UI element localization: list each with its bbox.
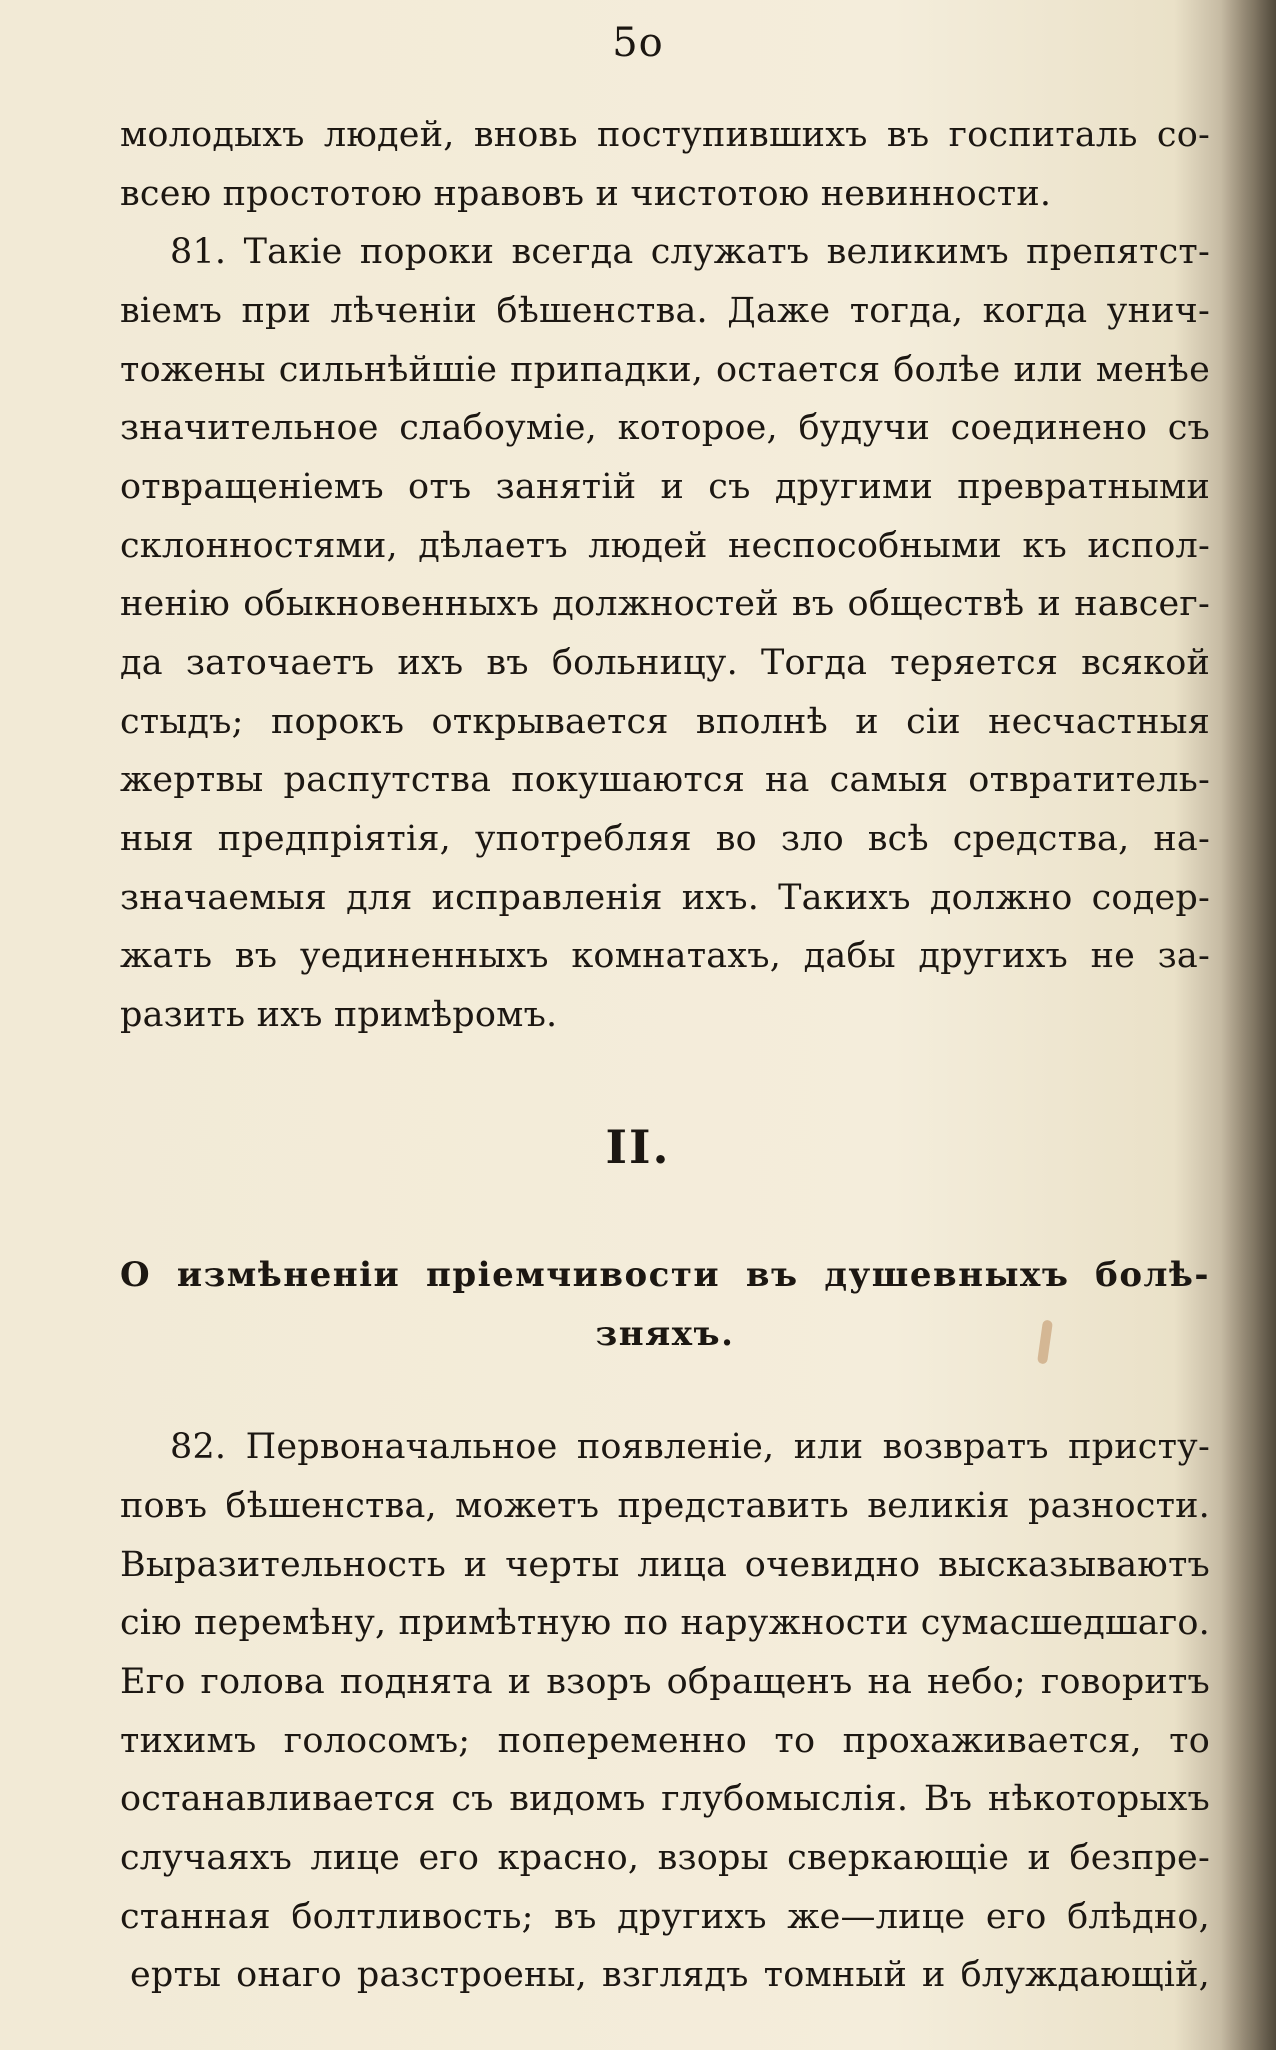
paragraph-82-line: ерты онаго разстроены, взглядъ томный и блуждающій,: [130, 1955, 1210, 1995]
paragraph-81-line: да заточаетъ ихъ въ больницу. Тогда теряется всякой: [120, 643, 1210, 683]
paragraph-82-line: Его голова поднята и взоръ обращенъ на небо; говоритъ: [120, 1662, 1210, 1702]
paragraph-81-line: значительное слабоуміе, которое, будучи соединено съ: [120, 408, 1210, 448]
paragraph-81-line: жертвы распутства покушаются на самыя отвратитель-: [120, 760, 1210, 800]
paragraph-81-line: віемъ при лѣченіи бѣшенства. Даже тогда, когда унич-: [120, 291, 1210, 331]
page-number: 5o: [612, 20, 664, 66]
paragraph-82-line: повъ бѣшенства, можетъ представить великія разности.: [120, 1486, 1210, 1526]
paragraph-81-line: ныя предпріятія, употребляя во зло всѣ средства, на-: [120, 819, 1210, 859]
paragraph-82-line: 82. Первоначальное появленіе, или возвратъ присту-: [170, 1427, 1210, 1467]
paragraph-81-line: стыдъ; порокъ открывается вполнѣ и сіи несчастныя: [120, 702, 1210, 742]
paragraph-81-line: склонностями, дѣлаетъ людей неспособными къ испол-: [120, 526, 1210, 566]
section-numeral: II.: [605, 1120, 671, 1174]
paragraph-82-line: Выразительность и черты лица очевидно высказываютъ: [120, 1545, 1210, 1585]
paragraph-82-line: сію перемѣну, примѣтную по наружности сумасшедшаго.: [120, 1603, 1210, 1643]
paragraph-81-line: отвращеніемъ отъ занятій и съ другими превратными: [120, 467, 1210, 507]
paragraph-82-line: тихимъ голосомъ; попеременно то прохаживается, то: [120, 1721, 1210, 1761]
binding-shadow: [1221, 0, 1276, 2050]
paragraph-81-line: жать въ уединенныхъ комнатахъ, дабы другихъ не за-: [120, 936, 1210, 976]
paragraph-82-line: станная болтливость; въ другихъ же—лице его блѣдно,: [120, 1897, 1210, 1937]
paragraph-82-line: случаяхъ лице его красно, взоры сверкающіе и безпре-: [120, 1838, 1210, 1878]
text-line: молодыхъ людей, вновь поступившихъ въ госпиталь со-: [120, 115, 1210, 155]
text-line: всею простотою нравовъ и чистотою невинности.: [120, 174, 1052, 214]
paragraph-81-line: ненію обыкновенныхъ должностей въ обществѣ и навсег-: [120, 584, 1210, 624]
paragraph-81-line: тожены сильнѣйшіе припадки, остается болѣе или менѣе: [120, 350, 1210, 390]
paragraph-81-line: значаемыя для исправленія ихъ. Такихъ должно содер-: [120, 878, 1210, 918]
paragraph-81-line: 81. Такіе пороки всегда служатъ великимъ препятст-: [170, 232, 1210, 272]
paragraph-81-line: разить ихъ примѣромъ.: [120, 995, 558, 1035]
section-heading: зняхъ.: [595, 1314, 735, 1354]
paragraph-82-line: останавливается съ видомъ глубомыслія. Въ нѣкоторыхъ: [120, 1779, 1210, 1819]
section-heading: О измѣненіи пріемчивости въ душевныхъ болѣ-: [120, 1255, 1210, 1295]
